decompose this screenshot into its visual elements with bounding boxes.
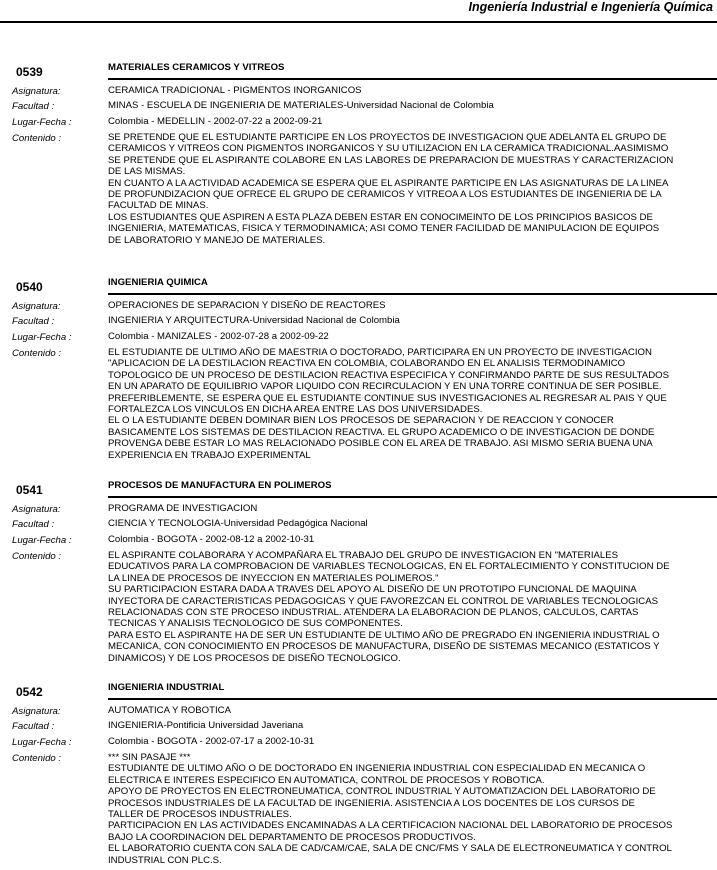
contenido-line: PROCESOS INDUSTRIALES DE LA FACULTAD DE INGENIERIA. ASISTENCIA A LOS DOCENTES DE LOS CURSOS DE (108, 797, 635, 809)
facultad-value: INGENIERIA-Pontificia Universidad Javeriana (108, 720, 304, 731)
contenido-line: EN UN APARATO DE EQUILIBRIO VAPOR LIQUIDO CON RECIRCULACION Y EN UNA TORRE CONTINUA DE SER POSIBLE. (108, 381, 662, 393)
contenido-text (108, 132, 717, 246)
contenido-label: Contenido : (12, 551, 62, 562)
page-header-title: Ingeniería Industrial e Ingeniería Química (468, 0, 713, 14)
contenido-line: BAJO LA COORDINACION DEL DEPARTAMENTO DE PROCESOS PRODUCTIVOS. (108, 831, 476, 843)
contenido-label: Contenido : (12, 133, 62, 144)
lugar-fecha-label: Lugar-Fecha : (12, 117, 72, 128)
contenido-line: DE PROFUNDIZACION QUE OFRECE EL GRUPO DE CERAMICOS Y VITREOA A LOS ESTUDIANTES DE INGENIERIA DE LA (108, 189, 662, 201)
contenido-line: ESTUDIANTE DE ULTIMO AÑO O DE DOCTORADO EN INGENIERIA INDUSTRIAL CON ESPECIALIDAD EN MECANICA O (108, 763, 646, 775)
contenido-line: EDUCATIVOS PARA LA COMPROBACION DE VARIABLES TECNOLOGICAS, EN EL FORTALECIMIENTO Y CONSTITUCION DE (108, 561, 670, 573)
contenido-line: TALLER DE PROCESOS INDUSTRIALES. (108, 809, 292, 821)
facultad-label: Facultad : (12, 721, 55, 732)
contenido-line: SU PARTICIPACION ESTARA DADA A TRAVES DEL APOYO AL DISEÑO DE UN PROTOTIPO FUNCIONAL DE MAQUINA (108, 584, 637, 596)
lugar-fecha-label: Lugar-Fecha : (12, 535, 72, 546)
contenido-line: INYECTORA DE CARACTERISTICAS PEDAGOGICAS Y QUE FAVOREZCAN EL CONTROL DE VARIABLES TECNOLOGICAS (108, 595, 658, 607)
contenido-line: LOS ESTUDIANTES QUE ASPIREN A ESTA PLAZA DEBEN ESTAR EN CONOCIMEINTO DE LOS PRINCIPIOS BASICOS DE (108, 211, 653, 223)
contenido-line: PARTICIPACION EN LAS ACTIVIDADES ENCAMINADAS A LA CERTIFICACION NACIONAL DEL LABORATORIO DE PROCESOS (108, 820, 673, 832)
lugar-fecha-label: Lugar-Fecha : (12, 332, 72, 343)
entry-divider (108, 496, 717, 498)
facultad-value: INGENIERIA Y ARQUITECTURA-Universidad Nacional de Colombia (108, 315, 400, 326)
contenido-line: "APLICACION DE LA DESTILACION REACTIVA EN COLOMBIA, COLABORANDO EN EL ANALISIS TERMODINAMICO (108, 358, 626, 370)
contenido-line: EN CUANTO A LA ACTIVIDAD ACADEMICA SE ESPERA QUE EL ASPIRANTE PARTICIPE EN LAS ASIGNATURAS DE LA LINEA (108, 177, 669, 189)
asignatura-value: PROGRAMA DE INVESTIGACION (108, 503, 258, 514)
entry-title: INGENIERIA QUIMICA (108, 277, 208, 288)
contenido-line: EL O LA ESTUDIANTE DEBEN DOMINAR BIEN LOS PROCESOS DE SEPARACION Y DE REACCION Y CONOCER (108, 415, 614, 427)
lugar-fecha-value: Colombia - MEDELLIN - 2002-07-22 a 2002-09-21 (108, 116, 323, 127)
contenido-line: INGENIERIA, MATEMATICAS, FISICA Y TERMODINAMICA; ASI COMO TENER FACILIDAD DE MANIPULACION DE EQUIPOS (108, 223, 660, 235)
contenido-line: *** SIN PASAJE *** (108, 752, 191, 763)
contenido-line: EL ASPIRANTE COLABORARA Y ACOMPAÑARA EL TRABAJO DEL GRUPO DE INVESTIGACION EN "MATERIALES (108, 550, 619, 561)
asignatura-label: Asignatura: (12, 504, 61, 515)
contenido-line: PROVENGA DEBE ESTAR LO MAS RELACIONADO POSIBLE CON EL AREA DE TRABAJO. ASI MISMO SERIA BUENA UNA (108, 438, 653, 450)
contenido-line: ELECTRICA E INTERES ESPECIFICO EN AUTOMATICA, CONTROL DE PROCESOS Y ROBOTICA. (108, 774, 545, 786)
contenido-line: EXPERIENCIA EN TRABAJO EXPERIMENTAL (108, 449, 311, 461)
contenido-line: DE LAS MISMAS. (108, 166, 186, 178)
contenido-line: EL LABORATORIO CUENTA CON SALA DE CAD/CAM/CAE, SALA DE CNC/FMS Y SALA DE ELECTRONEUMATICA Y CONTROL (108, 843, 672, 855)
entry-code: 0541 (16, 483, 43, 497)
entry-divider (108, 293, 717, 295)
entry-code: 0540 (16, 280, 43, 294)
contenido-line: TECNICAS Y ANALISIS TECNOLOGICO DE SUS COMPONENTES. (108, 618, 403, 630)
entry-code: 0539 (16, 65, 43, 79)
contenido-line: PREFERIBLEMENTE, SE ESPERA QUE EL ESTUDIANTE CONTINUE SUS INVESTIGACIONES AL REGRESAR AL PAIS Y QUE (108, 392, 667, 404)
contenido-line: SE PRETENDE QUE EL ASPIRANTE COLABORE EN LAS LABORES DE PREPARACION DE MUESTRAS Y CARACTERIZACION (108, 154, 674, 166)
contenido-line: PARA ESTO EL ASPIRANTE HA DE SER UN ESTUDIANTE DE ULTIMO AÑO DE PREGRADO EN INGENIERIA INDUSTRIAL O (108, 629, 660, 641)
contenido-line: LA LINEA DE PROCESOS DE INYECCION EN MATERIALES POLIMEROS." (108, 572, 439, 584)
contenido-line: RELACIONADAS CON STE PROCESO INDUSTRIAL. ATENDERA LA ELABORACION DE PLANOS, CALCULOS, CARTAS (108, 607, 639, 619)
contenido-line: SE PRETENDE QUE EL ESTUDIANTE PARTICIPE EN LOS PROYECTOS DE INVESTIGACION QUE ADELANTA EL GRUPO DE (108, 132, 667, 143)
contenido-text (108, 550, 717, 664)
contenido-text (108, 347, 717, 461)
contenido-line: FORTALEZCA LOS VINCULOS EN DICHA AREA ENTRE LAS DOS UNIVERSIDADES. (108, 404, 483, 416)
contenido-line: CERAMICOS Y VITREOS CON PIGMENTOS INORGANICOS Y SU UTILIZACION EN LA CERAMICA TRADICIONAL.AASIMISMO (108, 143, 669, 155)
contenido-line: TOPOLOGICO DE UN PROCESO DE DESTILACION REACTIVA ESPECIFICA Y CONFIRMANDO PARTE DE SUS RESULTADOS (108, 369, 669, 381)
contenido-line: BASICAMENTE LOS SISTEMAS DE DESTILACION REACTIVA. EL GRUPO ACADEMICO O DE INVESTIGACION DE DONDE (108, 426, 655, 438)
facultad-label: Facultad : (12, 316, 55, 327)
asignatura-value: AUTOMATICA Y ROBOTICA (108, 705, 231, 716)
asignatura-label: Asignatura: (12, 706, 61, 717)
contenido-label: Contenido : (12, 753, 62, 764)
contenido-line: FACULTAD DE MINAS. (108, 200, 209, 212)
lugar-fecha-label: Lugar-Fecha : (12, 737, 72, 748)
contenido-line: INDUSTRIAL CON PLC.S. (108, 854, 222, 866)
lugar-fecha-value: Colombia - BOGOTA - 2002-08-12 a 2002-10-31 (108, 534, 315, 545)
entry-divider (108, 698, 717, 700)
header-divider (0, 21, 717, 23)
asignatura-label: Asignatura: (12, 86, 61, 97)
contenido-line: DINAMICOS) Y DE LOS PROCESOS DE DISEÑO TECNOLOGICO. (108, 652, 401, 664)
entry-title: PROCESOS DE MANUFACTURA EN POLIMEROS (108, 480, 332, 491)
contenido-line: DE LABORATORIO Y MANEJO DE MATERIALES. (108, 234, 326, 246)
lugar-fecha-value: Colombia - MANIZALES - 2002-07-28 a 2002-09-22 (108, 331, 329, 342)
facultad-value: MINAS - ESCUELA DE INGENIERIA DE MATERIALES-Universidad Nacional de Colombia (108, 100, 494, 111)
contenido-line: MECANICA, CON CONOCIMIENTO EN PROCESOS DE MANUFACTURA, DISEÑO DE SISTEMAS MECANICO (ESTATICOS Y (108, 641, 660, 653)
facultad-label: Facultad : (12, 101, 55, 112)
asignatura-label: Asignatura: (12, 301, 61, 312)
facultad-label: Facultad : (12, 519, 55, 530)
contenido-text (108, 752, 717, 866)
lugar-fecha-value: Colombia - BOGOTA - 2002-07-17 a 2002-10-31 (108, 736, 315, 747)
entry-code: 0542 (16, 685, 43, 699)
contenido-line: EL ESTUDIANTE DE ULTIMO AÑO DE MAESTRIA O DOCTORADO, PARTICIPARA EN UN PROYECTO DE INVESTIGACION (108, 347, 652, 358)
contenido-label: Contenido : (12, 348, 62, 359)
asignatura-value: OPERACIONES DE SEPARACION Y DISEÑO DE REACTORES (108, 300, 386, 311)
asignatura-value: CERAMICA TRADICIONAL - PIGMENTOS INORGANICOS (108, 85, 362, 96)
entry-title: INGENIERIA INDUSTRIAL (108, 682, 225, 693)
entry-title: MATERIALES CERAMICOS Y VITREOS (108, 62, 285, 73)
facultad-value: CIENCIA Y TECNOLOGIA-Universidad Pedagógica Nacional (108, 518, 368, 529)
entry-divider (108, 78, 717, 80)
contenido-line: APOYO DE PROYECTOS EN ELECTRONEUMATICA, CONTROL INDUSTRIAL Y AUTOMATIZACION DEL LABORATORIO DE (108, 786, 656, 798)
